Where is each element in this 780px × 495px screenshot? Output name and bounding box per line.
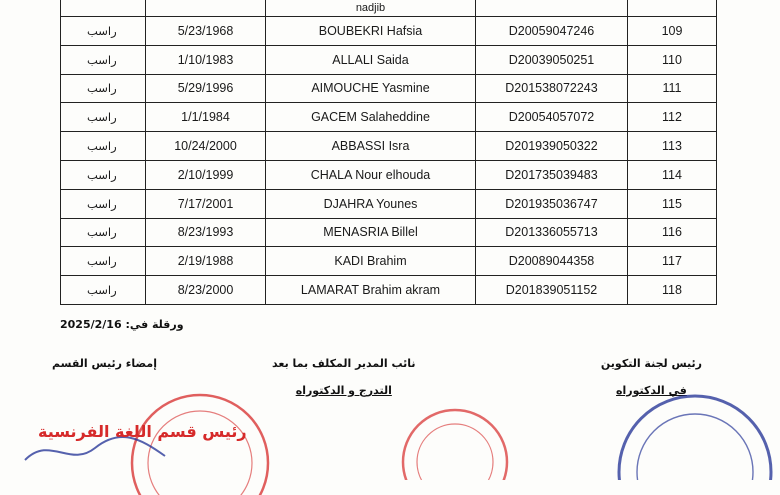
- name-cell: BOUBEKRI Hafsia: [266, 17, 476, 46]
- student-id-cell: D201538072243: [476, 74, 628, 103]
- table-row: [61, 45, 717, 74]
- table-row: [61, 247, 717, 276]
- name-cell: GACEM Salaheddine: [266, 103, 476, 132]
- student-id-cell: D20039050251: [476, 45, 628, 74]
- student-id-cell: D20089044358: [476, 247, 628, 276]
- row-number-cell: 116: [628, 218, 717, 247]
- status-cell: راسب: [61, 189, 146, 218]
- status-cell: راسب: [61, 74, 146, 103]
- status-cell: راسب: [61, 276, 146, 305]
- row-number-cell: 113: [628, 132, 717, 161]
- table-row: [61, 17, 717, 46]
- row-number-cell: 114: [628, 160, 717, 189]
- birth-date-cell: 8/23/2000: [146, 276, 266, 305]
- row-number-cell: 118: [628, 276, 717, 305]
- red-seal-middle: [395, 400, 515, 480]
- birth-date-cell: 7/17/2001: [146, 189, 266, 218]
- table-row: [61, 189, 717, 218]
- birth-date-cell: 2/10/1999: [146, 160, 266, 189]
- birth-date-cell: 1/1/1984: [146, 103, 266, 132]
- table-row: [61, 276, 717, 305]
- table-row: [61, 218, 717, 247]
- results-table: [60, 0, 717, 305]
- status-cell: راسب: [61, 45, 146, 74]
- row-number-cell: 112: [628, 103, 717, 132]
- name-cell: AIMOUCHE Yasmine: [266, 74, 476, 103]
- name-cell: CHALA Nour elhouda: [266, 160, 476, 189]
- status-cell: راسب: [61, 247, 146, 276]
- name-cell: DJAHRA Younes: [266, 189, 476, 218]
- name-cell: KADI Brahim: [266, 247, 476, 276]
- name-cell: LAMARAT Brahim akram: [266, 276, 476, 305]
- signature-block-training-committee: رئيس لجنة التكوين في الدكتوراه: [600, 357, 702, 397]
- name-cell: nadjib: [266, 0, 476, 17]
- row-number-cell: 110: [628, 45, 717, 74]
- student-id-cell: D201336055713: [476, 218, 628, 247]
- student-id-cell: D201839051152: [476, 276, 628, 305]
- student-id-cell: D20059047246: [476, 17, 628, 46]
- birth-date-cell: 5/23/1968: [146, 17, 266, 46]
- birth-date-cell: 10/24/2000: [146, 132, 266, 161]
- student-id-cell: D201735039483: [476, 160, 628, 189]
- status-cell: راسب: [61, 218, 146, 247]
- student-id-cell: D201935036747: [476, 189, 628, 218]
- table-row: [61, 103, 717, 132]
- student-id-cell: D201939050322: [476, 132, 628, 161]
- table-row: [61, 0, 717, 17]
- signature-block-deputy-director: نائب المدير المكلف بما بعد التدرج و الدكتوراه: [272, 357, 416, 397]
- row-number-cell: 115: [628, 189, 717, 218]
- name-cell: ALLALI Saida: [266, 45, 476, 74]
- student-id-cell: D20054057072: [476, 103, 628, 132]
- department-head-stamp: رئيس قسم اللغة الفرنسية: [38, 422, 247, 441]
- table-row: [61, 160, 717, 189]
- birth-date-cell: 1/10/1983: [146, 45, 266, 74]
- status-cell: راسب: [61, 160, 146, 189]
- row-number-cell: 109: [628, 17, 717, 46]
- status-cell: راسب: [61, 17, 146, 46]
- birth-date-cell: 5/29/1996: [146, 74, 266, 103]
- name-cell: MENASRIA Billel: [266, 218, 476, 247]
- row-number-cell: 117: [628, 247, 717, 276]
- birth-date-cell: 2/19/1988: [146, 247, 266, 276]
- document-date: ورقلة في: 2025/2/16: [60, 318, 184, 331]
- status-cell: راسب: [61, 132, 146, 161]
- name-cell: ABBASSI Isra: [266, 132, 476, 161]
- row-number-cell: 111: [628, 74, 717, 103]
- signature-block-department-head: إمضاء رئيس القسم: [52, 357, 157, 370]
- table-row: [61, 74, 717, 103]
- birth-date-cell: 8/23/1993: [146, 218, 266, 247]
- blue-seal-right: [605, 390, 775, 480]
- status-cell: راسب: [61, 103, 146, 132]
- table-row: [61, 132, 717, 161]
